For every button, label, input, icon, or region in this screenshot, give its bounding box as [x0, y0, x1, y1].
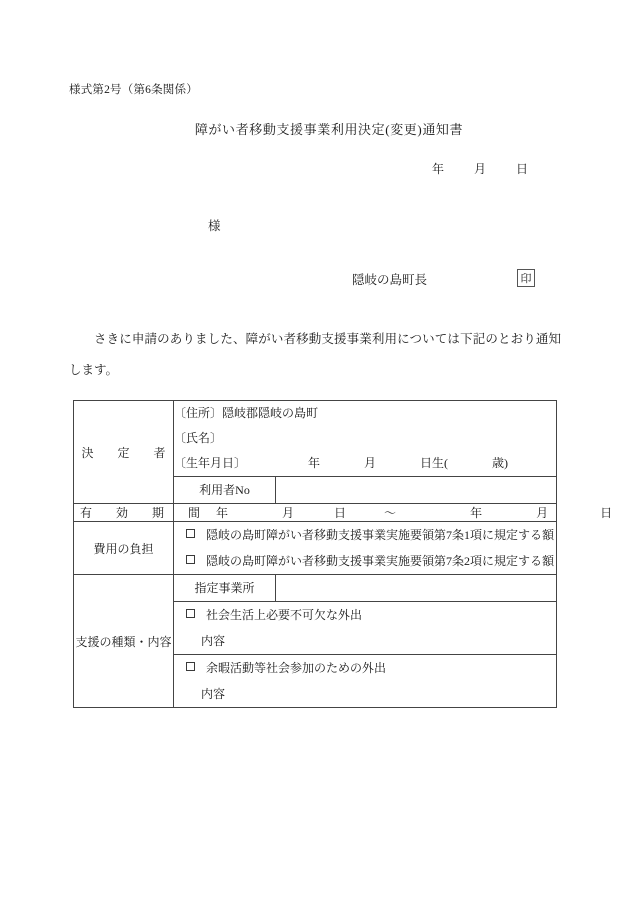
- birthdate-age: 歳): [492, 456, 509, 470]
- birthdate-day: 日生(: [420, 456, 449, 470]
- seal-stamp-icon: 印: [517, 269, 535, 287]
- support-content-2-label: 内容: [201, 687, 226, 701]
- label-designated-provider: 指定事業所: [174, 575, 276, 602]
- label-valid-period: 有 効 期 間: [74, 504, 174, 522]
- support-option-1-label: 社会生活上必要不可欠な外出: [206, 608, 363, 622]
- notification-table: [73, 400, 613, 708]
- body-paragraph: さきに申請のありました、障がい者移動支援事業利用については下記のとおり通知します。: [69, 332, 561, 377]
- name-label: 〔氏名〕: [174, 431, 223, 445]
- birthdate-year: 年: [308, 456, 321, 470]
- label-decision-person: 決 定 者: [74, 401, 174, 504]
- issue-date-month: 月: [474, 162, 487, 176]
- support-option-2-label: 余暇活動等社会参加のための外出: [206, 661, 387, 675]
- address-value: 隠岐郡隠岐の島町: [222, 406, 319, 420]
- cost-option-1-label: 隠岐の島町障がい者移動支援事業実施要領第7条1項に規定する額: [206, 528, 555, 542]
- value-user-number[interactable]: [276, 477, 557, 504]
- period-to-month: 月: [536, 506, 549, 520]
- address-label: 〔住所〕: [174, 406, 223, 420]
- checkbox-icon[interactable]: [186, 529, 195, 538]
- checkbox-icon[interactable]: [186, 609, 195, 618]
- support-option-1[interactable]: [174, 602, 556, 628]
- birthdate-label: 〔生年月日〕: [174, 456, 247, 470]
- table-row-cost-burden: [74, 522, 557, 575]
- cell-support-item-2: [174, 655, 557, 708]
- period-to-day: 日: [600, 506, 613, 520]
- period-to-year: 年: [470, 506, 483, 520]
- field-birthdate: [174, 451, 556, 476]
- period-tilde: ～: [384, 506, 397, 520]
- birthdate-month: 月: [364, 456, 377, 470]
- cell-cost-burden: [174, 522, 557, 575]
- cost-option-2-label: 隠岐の島町障がい者移動支援事業実施要領第7条2項に規定する額: [206, 554, 555, 568]
- cell-valid-period: [174, 504, 613, 522]
- field-address: [174, 401, 556, 426]
- support-content-1-label: 内容: [201, 634, 226, 648]
- label-user-number: 利用者No: [174, 477, 276, 504]
- cell-support-item-1: [174, 602, 557, 655]
- form-code: 様式第2号（第6条関係）: [69, 84, 198, 96]
- table-row-decision-person: [74, 401, 557, 477]
- table-row-designated-provider: [74, 575, 557, 602]
- issue-date-day: 日: [516, 162, 529, 176]
- recipient-honorific: 様: [208, 219, 221, 233]
- period-from-month: 月: [282, 506, 295, 520]
- cost-option-2[interactable]: [174, 548, 556, 574]
- label-support-type: 支援の種類・内容: [74, 575, 174, 708]
- table-row-valid-period: [74, 504, 557, 522]
- support-option-2[interactable]: [174, 655, 556, 681]
- label-cost-burden: 費用の負担: [74, 522, 174, 575]
- field-name: [174, 426, 556, 451]
- issue-date-year: 年: [432, 162, 445, 176]
- cell-decision-person-details: [174, 401, 557, 477]
- value-designated-provider[interactable]: [276, 575, 557, 602]
- checkbox-icon[interactable]: [186, 662, 195, 671]
- checkbox-icon[interactable]: [186, 555, 195, 564]
- cost-option-1[interactable]: [174, 522, 556, 548]
- period-from-day: 日: [334, 506, 347, 520]
- issue-date-line: [432, 160, 528, 177]
- issuer-name: 隠岐の島町長: [352, 273, 428, 287]
- document-title: 障がい者移動支援事業利用決定(変更)通知書: [194, 122, 464, 137]
- period-from-year: 年: [216, 506, 229, 520]
